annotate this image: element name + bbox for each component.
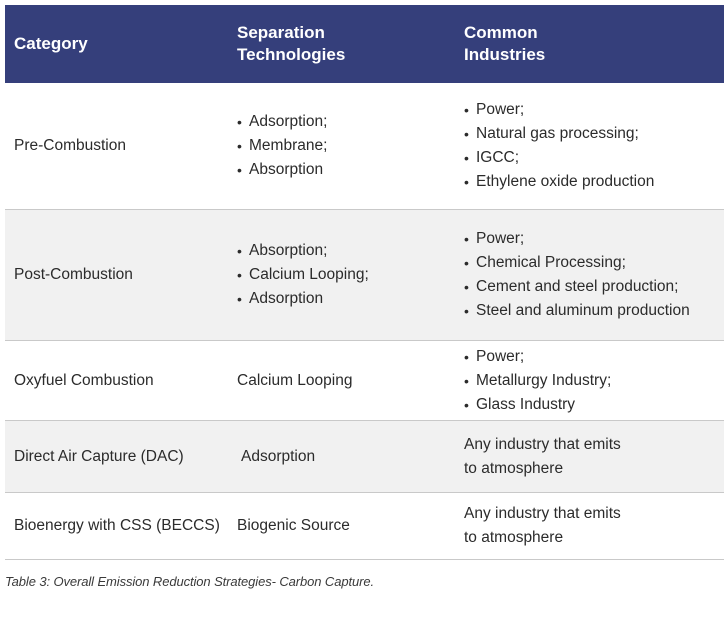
table-row <box>5 341 724 421</box>
list-item: • Natural gas processing; <box>464 122 654 146</box>
industries-cell <box>464 421 722 492</box>
table-row <box>5 493 724 560</box>
list-item: • Power; <box>464 227 690 251</box>
table-row <box>5 210 724 341</box>
separation-list <box>237 239 369 311</box>
list-item: • Absorption; <box>237 239 369 263</box>
industries-cell <box>464 341 722 420</box>
list-item: • Adsorption <box>237 287 369 311</box>
category-cell <box>14 341 229 420</box>
header-industries-label: Common Industries <box>464 23 546 64</box>
industries-cell <box>464 83 722 209</box>
industries-list <box>464 345 611 417</box>
industries-label: Any industry that emits to atmosphere <box>464 435 621 477</box>
list-item: • Ethylene oxide production <box>464 170 654 194</box>
category-cell <box>14 210 229 340</box>
separation-label: Adsorption <box>241 447 316 465</box>
category-cell <box>14 493 229 559</box>
list-item: • Membrane; <box>237 134 327 158</box>
emission-strategies-table <box>5 5 724 560</box>
header-separation-label: Separation Technologies <box>237 23 346 64</box>
category-cell <box>14 83 229 209</box>
industries-cell <box>464 493 722 559</box>
list-item: • Metallurgy Industry; <box>464 369 611 393</box>
separation-cell <box>237 493 457 559</box>
category-label: Oxyfuel Combustion <box>14 371 154 389</box>
list-item: • IGCC; <box>464 146 654 170</box>
list-item: • Chemical Processing; <box>464 251 690 275</box>
industries-label: Any industry that emits to atmosphere <box>464 505 621 546</box>
separation-cell <box>237 210 457 340</box>
list-item: • Cement and steel production; <box>464 275 690 299</box>
list-item: • Adsorption; <box>237 110 327 134</box>
table-caption: Table 3: Overall Emission Reduction Strategies- Carbon Capture. <box>5 574 374 589</box>
list-item: • Calcium Looping; <box>237 263 369 287</box>
separation-cell <box>241 421 461 492</box>
table-row <box>5 421 724 493</box>
category-cell <box>14 421 229 492</box>
category-label: Bioenergy with CSS (BECCS) <box>14 517 220 534</box>
separation-label: Biogenic Source <box>237 517 350 534</box>
header-common-industries <box>464 5 722 83</box>
table-header <box>5 5 724 83</box>
header-separation-technologies <box>237 5 457 83</box>
category-label: Post-Combustion <box>14 266 133 283</box>
list-item: • Glass Industry <box>464 393 611 417</box>
separation-label: Calcium Looping <box>237 371 353 389</box>
list-item: • Absorption <box>237 158 327 182</box>
list-item: • Power; <box>464 98 654 122</box>
header-category-label: Category <box>14 34 88 53</box>
header-category <box>14 5 229 83</box>
industries-list <box>464 98 654 194</box>
category-label: Direct Air Capture (DAC) <box>14 447 184 465</box>
separation-cell <box>237 83 457 209</box>
separation-cell <box>237 341 457 420</box>
table-row <box>5 83 724 210</box>
list-item: • Steel and aluminum production <box>464 299 690 323</box>
list-item: • Power; <box>464 345 611 369</box>
separation-list <box>237 110 327 182</box>
industries-list <box>464 227 690 323</box>
category-label: Pre-Combustion <box>14 137 126 154</box>
industries-cell <box>464 210 722 340</box>
